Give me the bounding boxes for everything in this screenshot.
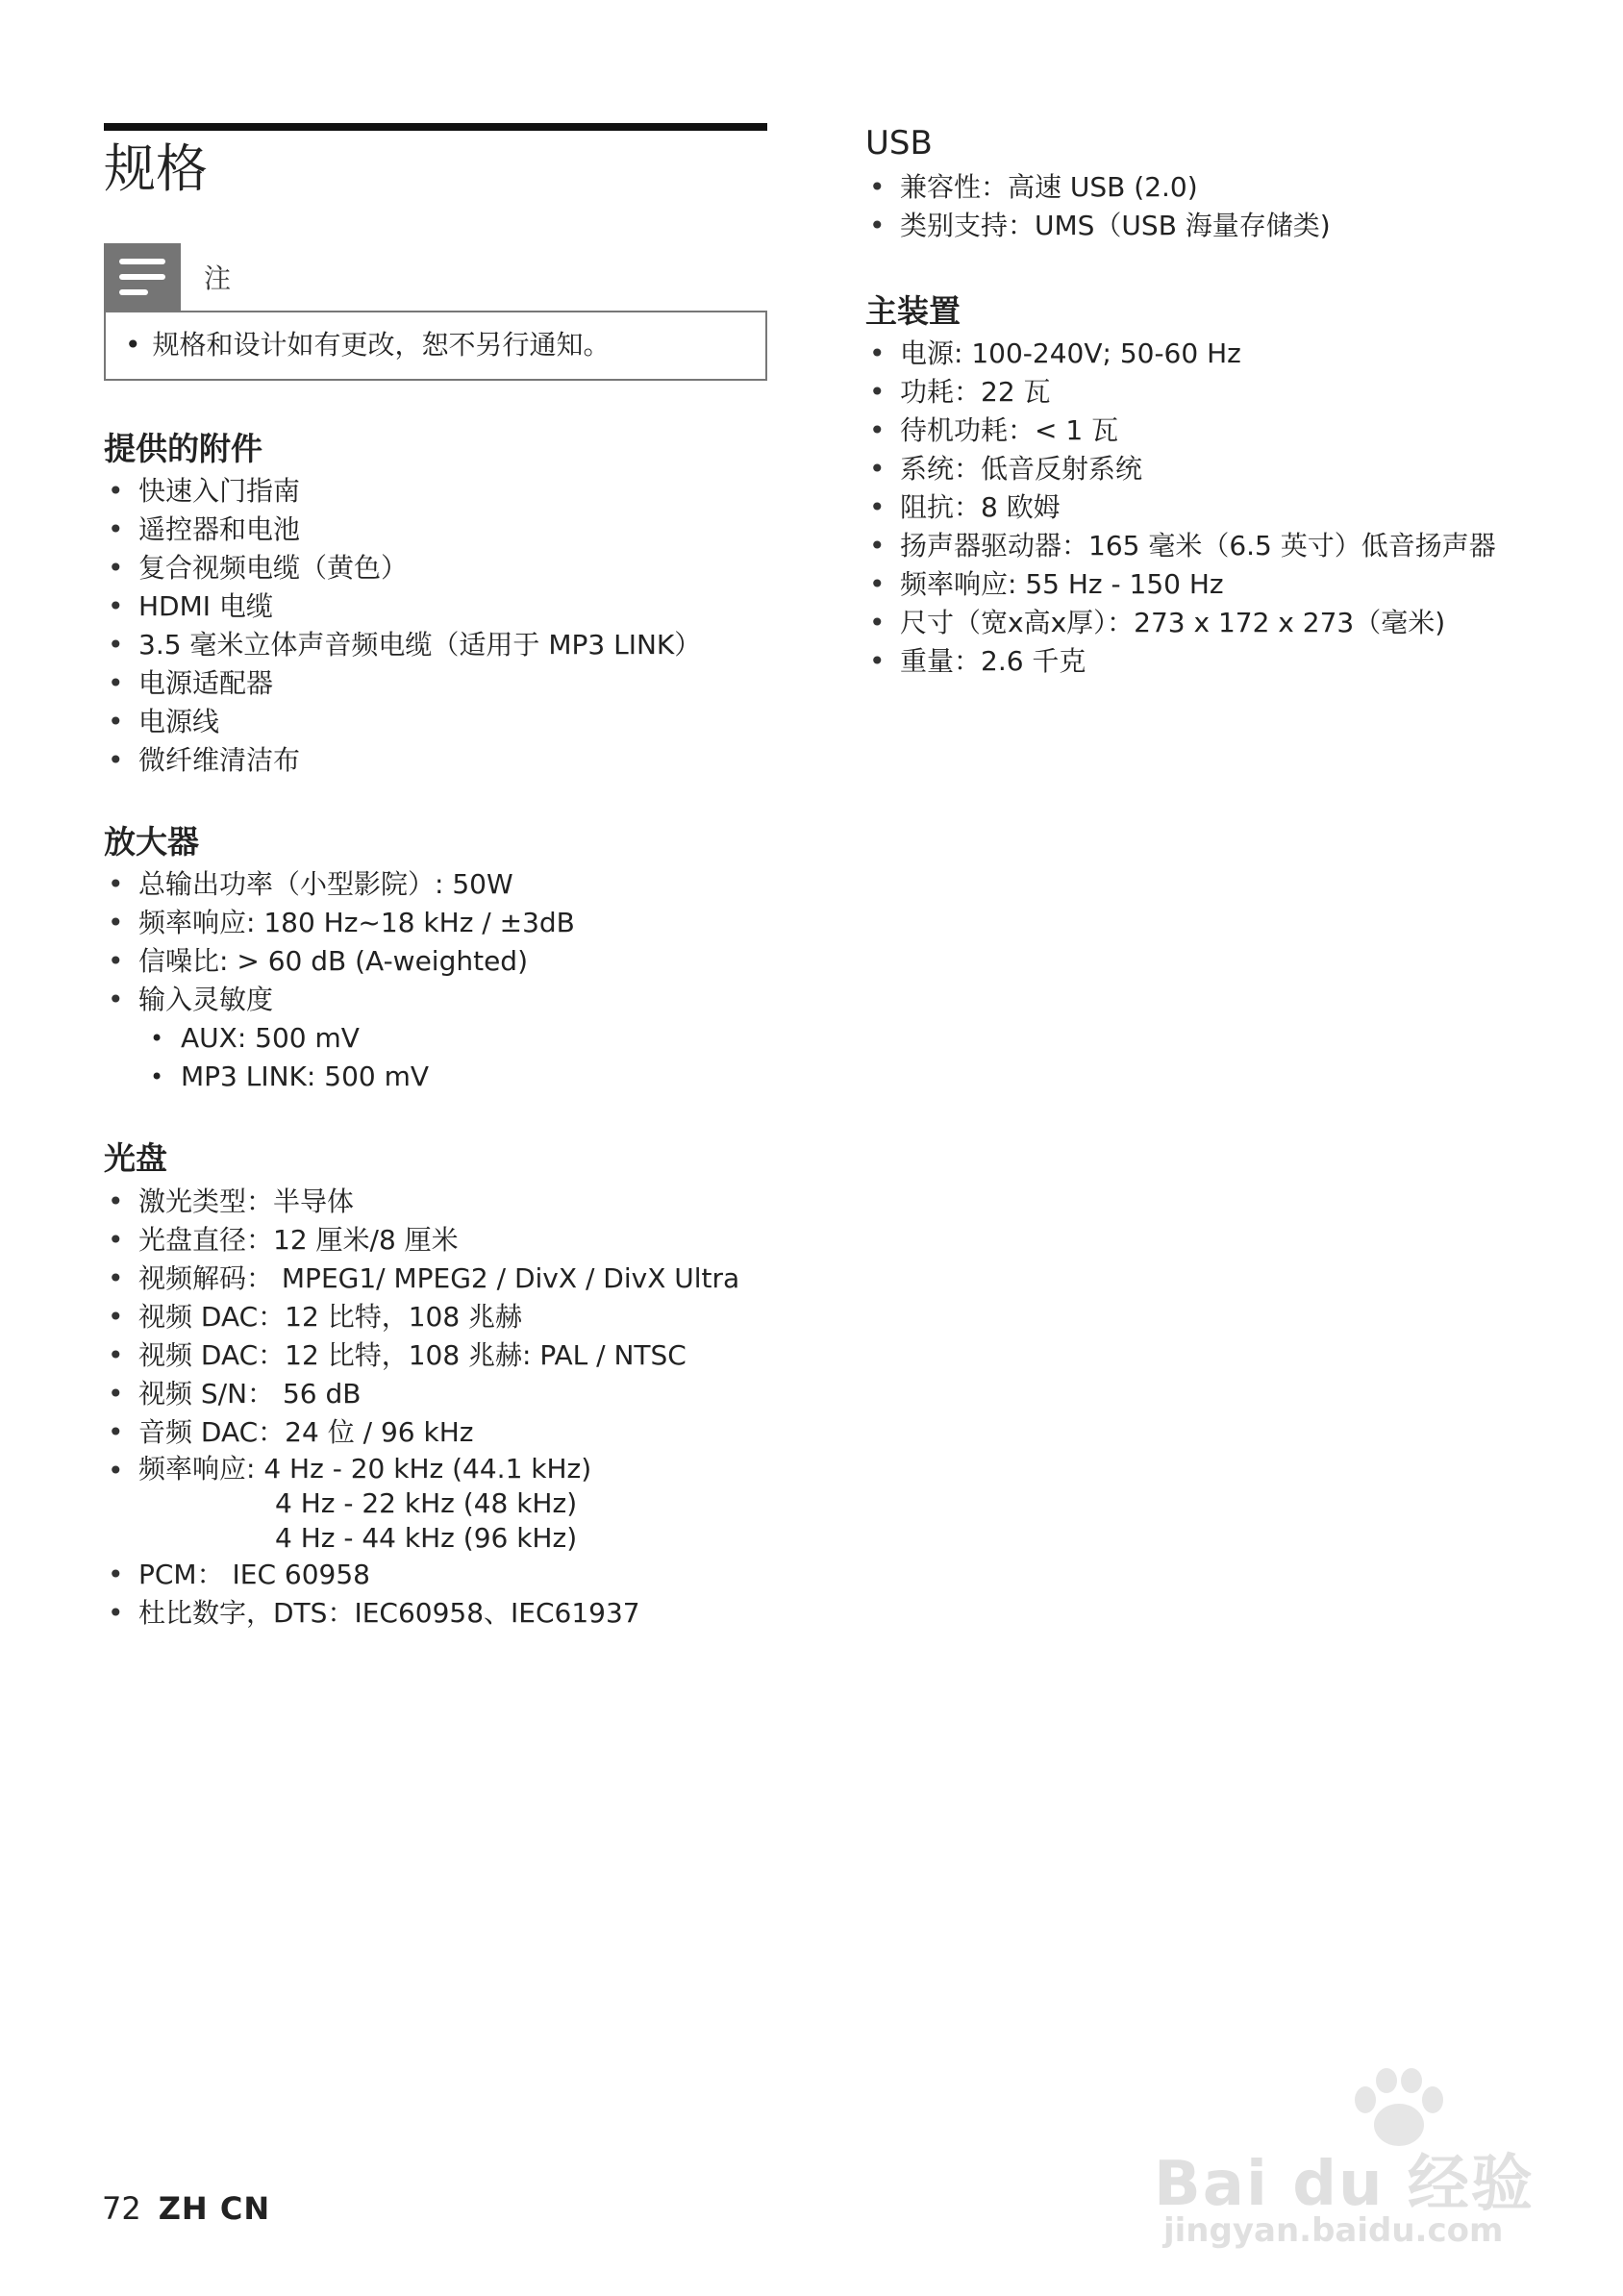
freq-line: 4 Hz - 20 kHz (44.1 kHz) <box>263 1452 592 1485</box>
list-item: • 功耗：22 瓦 <box>865 373 1538 412</box>
amplifier-list <box>104 865 767 1019</box>
watermark-url: jingyan.baidu.com <box>1163 2211 1504 2250</box>
left-column <box>104 123 767 1633</box>
note-header <box>104 243 767 311</box>
list-item: • 微纤维清洁布 <box>104 741 767 780</box>
sub-list-item: • AUX: 500 mV <box>146 1019 767 1058</box>
list-item: • 电源适配器 <box>104 664 767 703</box>
list-item: • 快速入门指南 <box>104 472 767 511</box>
page-footer <box>102 2190 270 2227</box>
sub-list-item: • MP3 LINK: 500 mV <box>146 1058 767 1096</box>
list-item: • 光盘直径：12 厘米/8 厘米 <box>104 1221 767 1260</box>
input-sensitivity-list <box>104 1019 767 1096</box>
list-item: • PCM： IEC 60958 <box>104 1556 767 1594</box>
section-usb <box>865 123 1538 245</box>
right-column <box>865 123 1538 681</box>
list-item: • 音频 DAC：24 位 / 96 kHz <box>104 1413 767 1452</box>
bullet-icon: • <box>125 329 141 362</box>
list-item: • 电源线 <box>104 703 767 741</box>
disc-list <box>104 1183 767 1633</box>
accessories-list <box>104 472 767 780</box>
list-item: • 信噪比: > 60 dB (A-weighted) <box>104 942 767 981</box>
list-item: • 视频 DAC：12 比特，108 兆赫 <box>104 1298 767 1336</box>
list-item: • 复合视频电缆（黄色） <box>104 549 767 587</box>
list-item: • 尺寸（宽x高x厚）：273 x 172 x 273（毫米) <box>865 604 1538 642</box>
note-icon <box>104 243 181 311</box>
usb-list <box>865 168 1538 245</box>
list-item: • 频率响应: 180 Hz~18 kHz / ±3dB <box>104 904 767 942</box>
section-main-unit <box>865 291 1538 681</box>
list-item-frequency-response <box>104 1452 767 1556</box>
list-item: • HDMI 电缆 <box>104 587 767 626</box>
list-item: • 类别支持：UMS（USB 海量存储类) <box>865 207 1538 245</box>
list-item: • 激光类型：半导体 <box>104 1183 767 1221</box>
list-item: • 输入灵敏度 <box>104 981 767 1019</box>
freq-label: 频率响应: <box>138 1452 264 1485</box>
main-unit-list <box>865 335 1538 681</box>
section-title-usb: USB <box>865 124 933 162</box>
list-item: • 扬声器驱动器：165 毫米（6.5 英寸）低音扬声器 <box>865 527 1515 565</box>
list-item: • 重量：2.6 千克 <box>865 642 1538 681</box>
section-title-amplifier: 放大器 <box>104 823 199 861</box>
list-item: • 电源: 100-240V; 50-60 Hz <box>865 335 1538 373</box>
section-accessories <box>104 429 767 780</box>
list-item: • 杜比数字，DTS：IEC60958、IEC61937 <box>104 1594 767 1633</box>
freq-line: 4 Hz - 22 kHz (48 kHz) <box>275 1486 578 1519</box>
list-item: • 频率响应: 55 Hz - 150 Hz <box>865 565 1538 604</box>
section-title-main-unit: 主装置 <box>865 291 961 330</box>
section-title-disc: 光盘 <box>104 1139 167 1178</box>
list-item: • 3.5 毫米立体声音频电缆（适用于 MP3 LINK） <box>104 626 767 664</box>
language-code: ZH CN <box>158 2190 271 2227</box>
page-title: 规格 <box>104 138 208 199</box>
title-rule <box>104 123 767 131</box>
note-text: 规格和设计如有更改，恕不另行通知。 <box>152 329 611 362</box>
list-item: • 待机功耗：< 1 瓦 <box>865 412 1538 450</box>
section-title-accessories: 提供的附件 <box>104 429 262 467</box>
list-item: • 总输出功率（小型影院）: 50W <box>104 865 767 904</box>
note-block <box>104 243 767 380</box>
list-item: • 视频解码： MPEG1/ MPEG2 / DivX / DivX Ultra <box>104 1260 767 1298</box>
baidu-watermark <box>1154 2067 1538 2259</box>
list-item: • 视频 DAC：12 比特，108 兆赫: PAL / NTSC <box>104 1336 767 1375</box>
note-box <box>104 311 767 380</box>
watermark-brand: Bai du 经验 <box>1154 2149 1535 2220</box>
list-item: • 遥控器和电池 <box>104 511 767 549</box>
page-number: 72 <box>102 2190 141 2227</box>
section-amplifier <box>104 822 767 1096</box>
list-item: • 系统：低音反射系统 <box>865 450 1538 488</box>
list-item: • 视频 S/N： 56 dB <box>104 1375 767 1413</box>
section-disc <box>104 1138 767 1632</box>
freq-line: 4 Hz - 44 kHz (96 kHz) <box>275 1521 578 1554</box>
list-item: • 阻抗：8 欧姆 <box>865 488 1538 527</box>
note-label: 注 <box>204 262 232 295</box>
list-item: • 兼容性：高速 USB (2.0) <box>865 168 1538 207</box>
